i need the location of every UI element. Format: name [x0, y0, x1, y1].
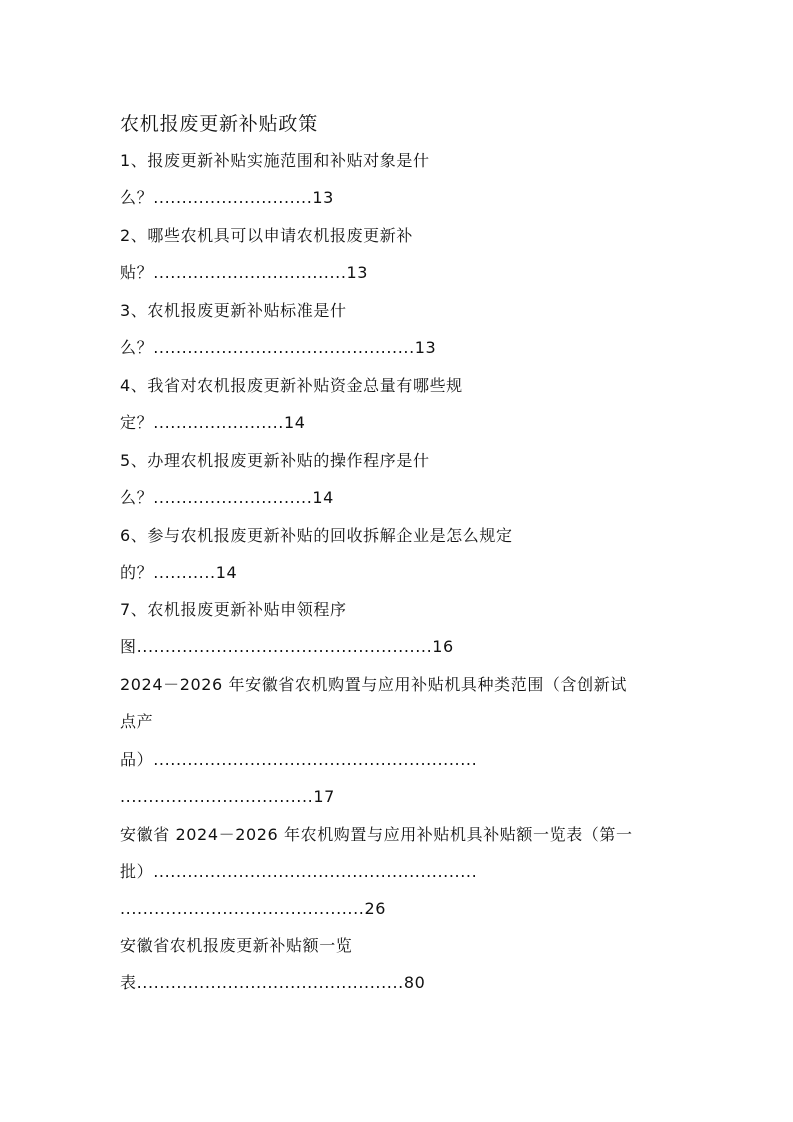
toc-entry-text: 2、哪些农机具可以申请农机报废更新补	[120, 226, 413, 245]
toc-entry-text: 2024－2026 年安徽省农机购置与应用补贴机具种类范围（含创新试	[120, 675, 627, 694]
toc-entry-text: 5、办理农机报废更新补贴的操作程序是什	[120, 451, 430, 470]
toc-entry-page: 图....................................................16	[120, 637, 454, 656]
toc-entry-page: 表...............................................80	[120, 973, 426, 992]
toc-entry-page: 的？...........14	[120, 563, 238, 582]
toc-entry-text: 7、农机报废更新补贴申领程序	[120, 600, 347, 619]
toc-entry-page: 么？............................13	[120, 188, 334, 207]
toc-entry-page: ..................................17	[120, 787, 335, 806]
toc-entry-text: 4、我省对农机报废更新补贴资金总量有哪些规	[120, 376, 463, 395]
toc-entry-page: 么？..............................................13	[120, 338, 437, 357]
toc-entry-page: ...........................................26	[120, 899, 387, 918]
toc-entry-text: 安徽省农机报废更新补贴额一览	[120, 936, 353, 955]
toc-entry-text: 1、报废更新补贴实施范围和补贴对象是什	[120, 151, 430, 170]
page-title: 农机报废更新补贴政策	[120, 113, 319, 135]
toc-entry-page: 贴？..................................13	[120, 263, 369, 282]
toc-entry-text: 3、农机报废更新补贴标准是什	[120, 301, 347, 320]
toc-entry-page: 定？.......................14	[120, 413, 306, 432]
toc-entry-page: 么？............................14	[120, 488, 334, 507]
toc-entry-text-cont: 点产	[120, 712, 154, 731]
toc-entry-text: 6、参与农机报废更新补贴的回收拆解企业是怎么规定	[120, 526, 513, 545]
toc-entry-leader: 品）.........................................................	[120, 750, 478, 769]
toc-entry-text: 安徽省 2024－2026 年农机购置与应用补贴机具补贴额一览表（第一	[120, 825, 633, 844]
toc-entry-leader: 批）.........................................................	[120, 862, 478, 881]
